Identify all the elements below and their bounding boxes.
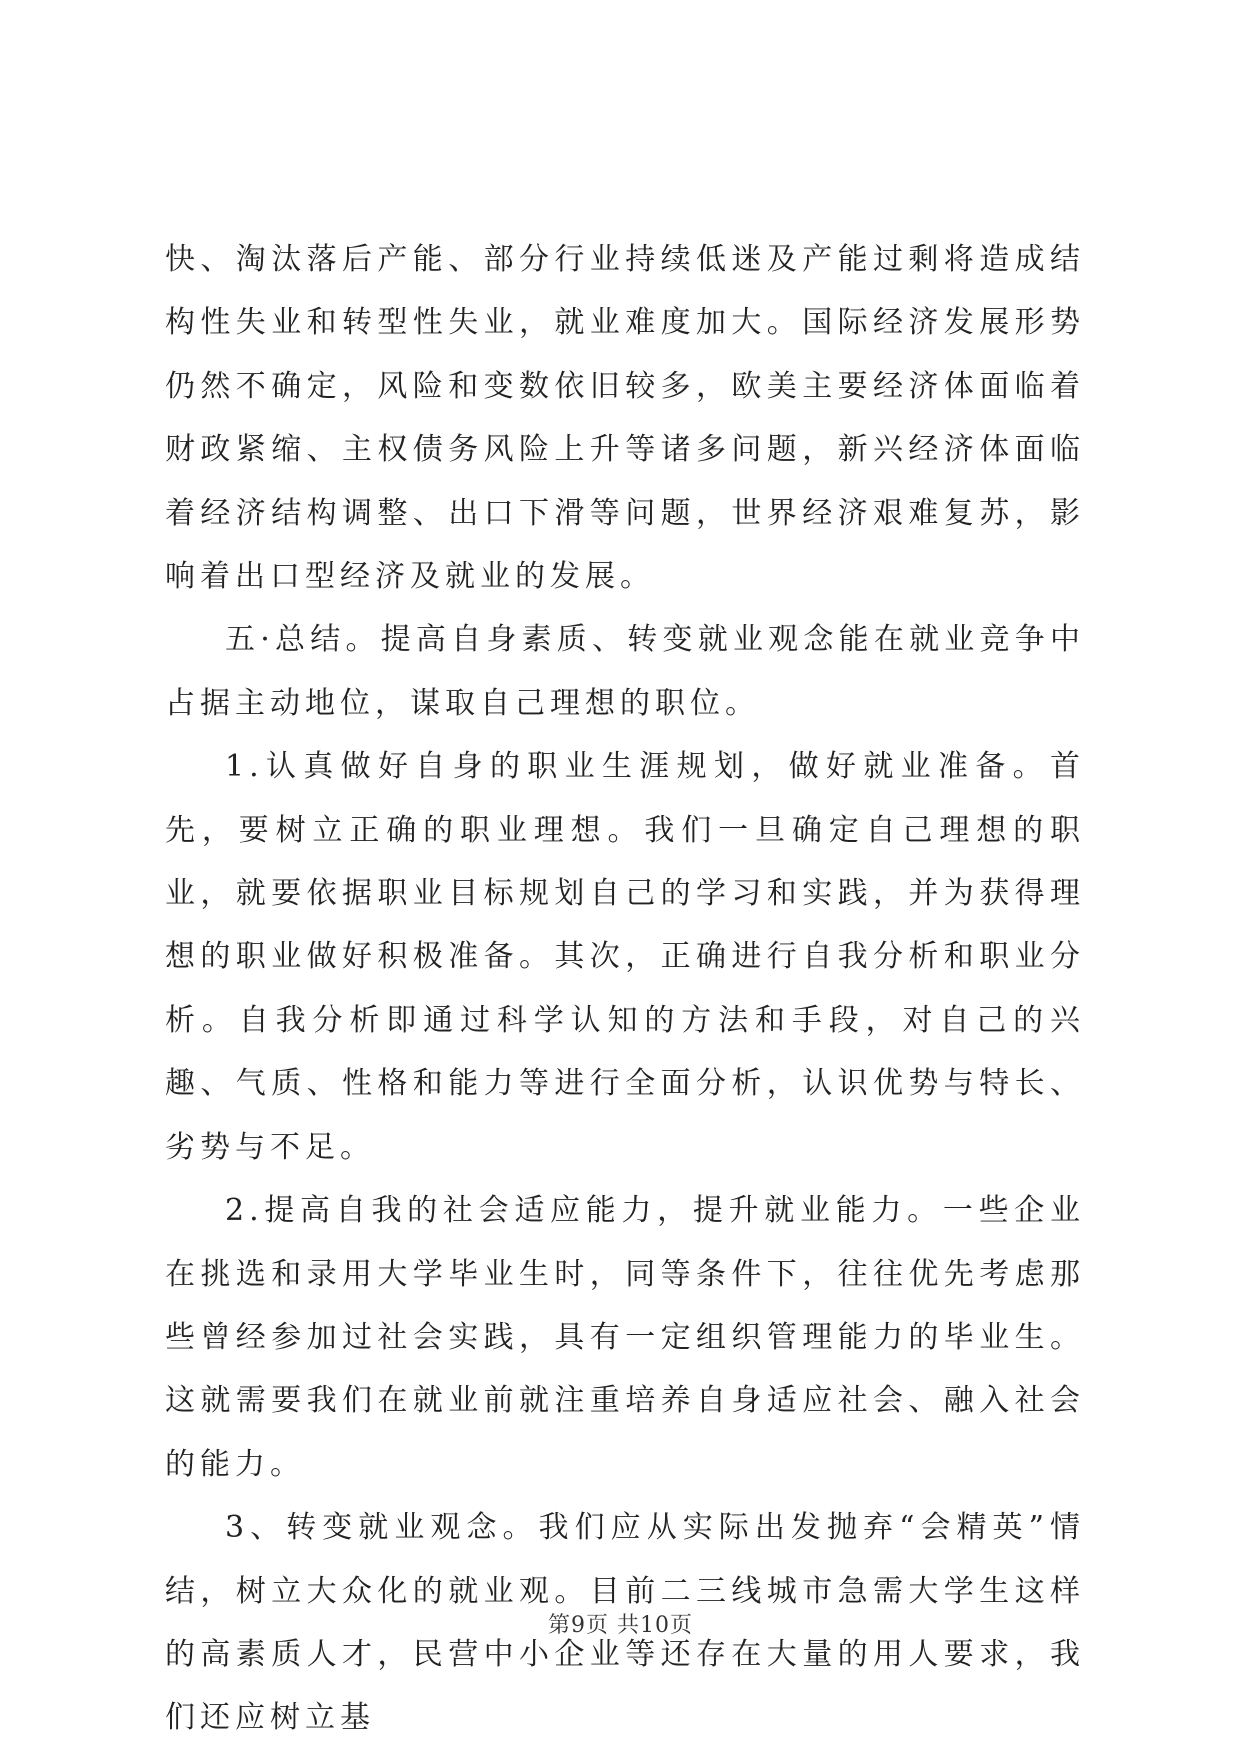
paragraph-2: 五·总结。提高自身素质、转变就业观念能在就业竞争中占据主动地位，谋取自己理想的职位。 <box>165 622 1085 721</box>
document-body <box>165 228 1085 1750</box>
paragraph-1: 快、淘汰落后产能、部分行业持续低迷及产能过剩将造成结构性失业和转型性失业，就业难度加大。国际经济发展形势仍然不确定，风险和变数依旧较多，欧美主要经济体面临着财政紧缩、主权债务风险上升等诸多问题，新兴经济体面临着经济结构调整、出口下滑等问题，世界经济艰难复苏，影响着出口型经济及就业的发展。 <box>165 242 1085 595</box>
paragraph-5: 3、转变就业观念。我们应从实际出发抛弃“会精英”情结，树立大众化的就业观。目前二三线城市急需大学生这样的高素质人才，民营中小企业等还存在大量的用人要求，我们还应树立基 <box>165 1510 1085 1736</box>
paragraph-3: 1.认真做好自身的职业生涯规划，做好就业准备。首先，要树立正确的职业理想。我们一旦确定自己理想的职业，就要依据职业目标规划自己的学习和实践，并为获得理想的职业做好积极准备。其次，正确进行自我分析和职业分析。自我分析即通过科学认知的方法和手段，对自己的兴趣、气质、性格和能力等进行全面分析，认识优势与特长、劣势与不足。 <box>165 749 1085 1165</box>
page-footer: 第9页 共10页 <box>548 1613 693 1638</box>
paragraph-4: 2.提高自我的社会适应能力，提升就业能力。一些企业在挑选和录用大学毕业生时，同等条件下，往往优先考虑那些曾经参加过社会实践，具有一定组织管理能力的毕业生。这就需要我们在就业前就注重培养自身适应社会、融入社会的能力。 <box>165 1193 1085 1482</box>
